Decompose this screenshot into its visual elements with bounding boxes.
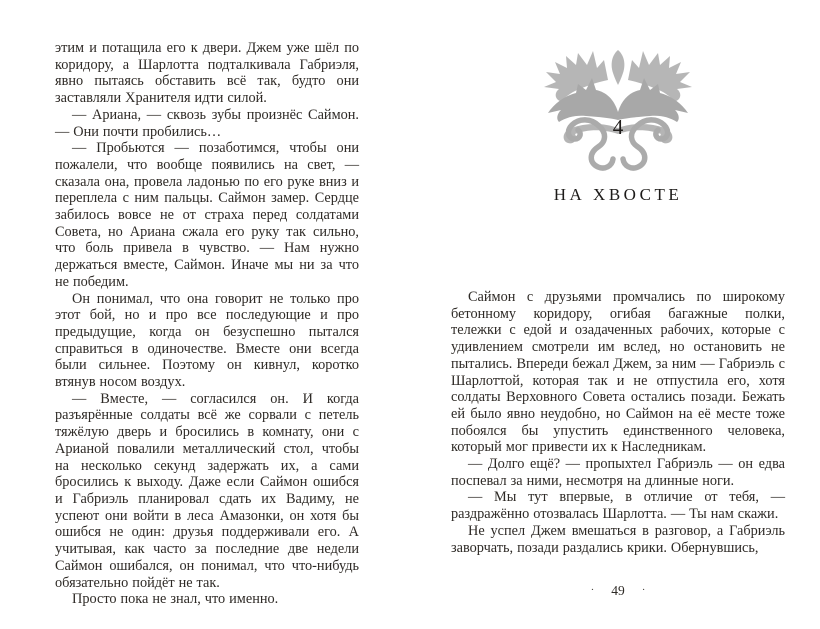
paragraph: Саймон с друзьями промчались по широкому бетонному коридору, огибая багажные полки, тележки с едой и озадаченных рабочих, которые с удивлением смотрели им вслед, но остановить не пытались. Впереди бежал Джем, за ним — Габриэль с Шарлоттой, которая так и не отпустила его, хотя солдаты Верховного Совета остались позади. Бежать ей было явно неудобно, но Саймон на её месте тоже побоялся бы упустить единственного человека, который мог привести их к Наследникам. [451, 289, 785, 456]
chapter-number: 4 [612, 115, 624, 139]
paragraph: — Долго ещё? — пропыхтел Габриэль — он едва поспевал за ними, несмотря на длинные ноги. [451, 456, 785, 489]
paragraph: — Пробьются — позаботимся, чтобы они пожалели, что вообще появились на свет, — сказала она, провела ладонью по его руке вниз и переплела с ним пальцы. Саймон замер. Сердце забилось вовсе не от страха перед солдатами Совета, но Ариана сжала его руку так сильно, что боль привела в чувство. — Нам нужно держаться вместе, Саймон. Иначе мы ни за что не победим. [55, 140, 359, 290]
paragraph: — Ариана, — сквозь зубы произнёс Саймон. — Они почти пробились… [55, 106, 359, 140]
page-number-row [451, 583, 785, 599]
left-page [55, 40, 359, 608]
right-page-body [451, 289, 785, 556]
paragraph: — Мы тут впервые, в отличие от тебя, — раздражённо отозвалась Шарлотта. — Ты нам скажи. [451, 489, 785, 523]
paragraph: Не успел Джем вмешаться в разговор, а Габриэль заворчать, позади раздались крики. Обернувшись, [451, 522, 785, 556]
right-page [451, 38, 785, 556]
page-number-dot-right: · [641, 584, 646, 596]
paragraph: — Вместе, — согласился он. И когда разъярённые солдаты всё же сорвали с петель тяжёлую дверь и бросились в комнату, они с Арианой повалили металлический стол, чтобы на несколько секунд задержать их, а сами бросились к выходу. Даже если Саймон ошибся и Габриэль планировал сдать их Вадиму, не успеют они войти в леса Амазонки, он хотя бы ошибся не один: друзья поддерживали его. А учитывая, как часто за последние две недели Саймон ошибался, он понимал, что что-нибудь обязательно пойдёт не так. [55, 390, 359, 591]
paragraph: Просто пока не знал, что именно. [72, 591, 279, 608]
page-number: 49 [611, 583, 625, 598]
chapter-ornament [533, 46, 703, 176]
paragraph: этим и потащила его к двери. Джем уже шёл по коридору, а Шарлотта подталкивала Габриэля, явно пытаясь обставить всё так, будто они заставляли Хранителя идти силой. [55, 40, 359, 107]
page-number-dot-left: · [590, 584, 595, 596]
paragraph: Он понимал, что она говорит не только про этот бой, но и про все последующие и про предыдущие, когда он безуспешно пытался справиться в одиночестве. Вместе они всегда были сильнее. Поэтому он кивнул, коротко втянув носом воздух. [55, 290, 359, 391]
eagles-wolves-snakes-icon [533, 46, 703, 176]
chapter-title: НА ХВОСТЕ [553, 185, 683, 204]
